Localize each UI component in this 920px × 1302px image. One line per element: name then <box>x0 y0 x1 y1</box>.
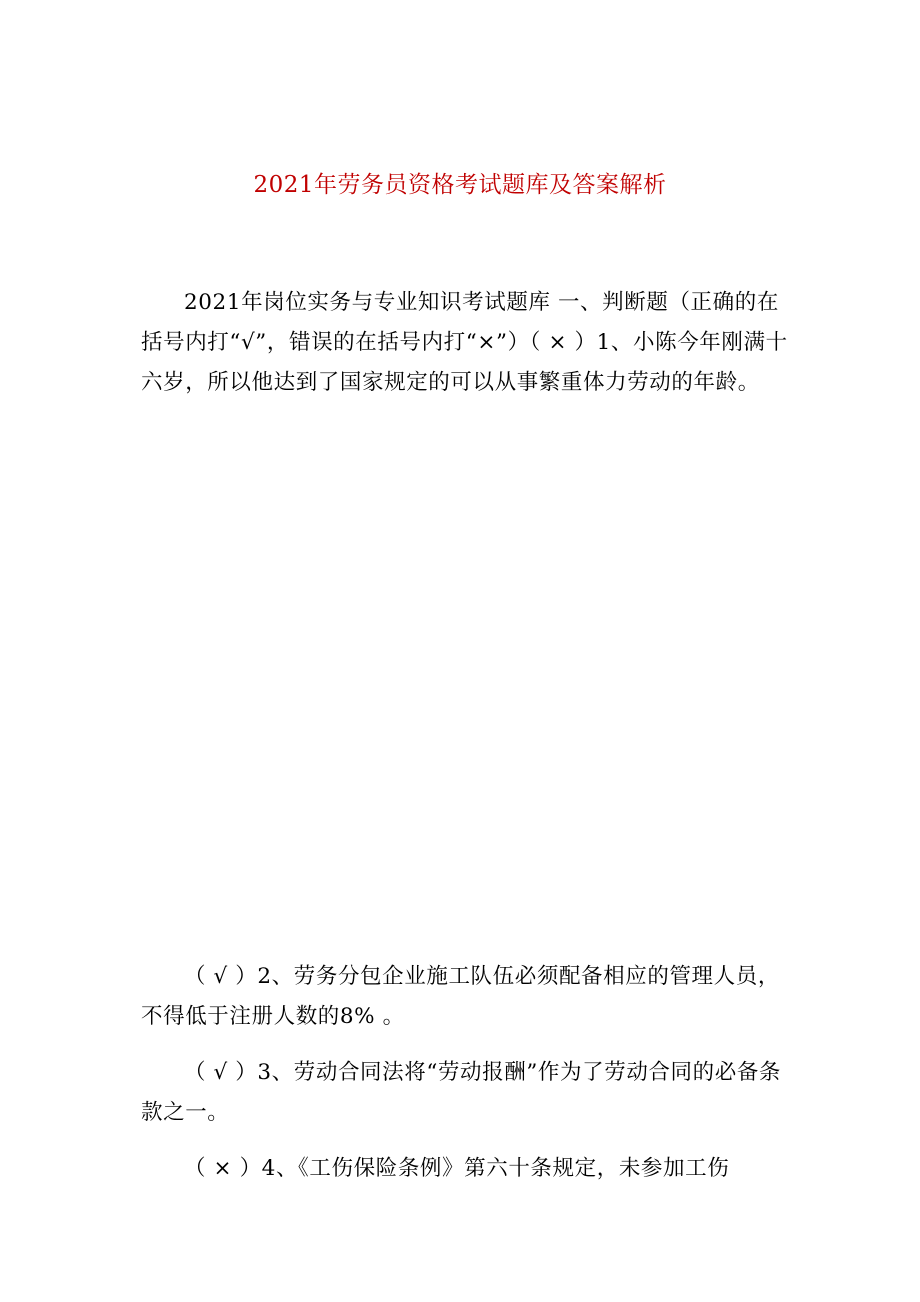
paragraph-question-3: （ √ ）3、劳动合同法将“劳动报酬”作为了劳动合同的必备条款之一。 <box>141 1060 782 1125</box>
paragraph-intro-question-1: 2021年岗位实务与专业知识考试题库 一、判断题（正确的在括号内打“√”，错误的在括号内打“×”）（ × ）1、小陈今年刚满十六岁，所以他达到了国家规定的可以从事繁重体力劳动的年龄。 <box>141 290 788 395</box>
paragraph-question-2: （ √ ）2、劳务分包企业施工队伍必须配备相应的管理人员，不得低于注册人数的8% 。 <box>141 964 780 1029</box>
paragraph-question-4: （ × ）4、《工伤保险条例》第六十条规定，未参加工伤 <box>184 1156 730 1181</box>
document-title: 2021年劳务员资格考试题库及答案解析 <box>253 172 667 198</box>
